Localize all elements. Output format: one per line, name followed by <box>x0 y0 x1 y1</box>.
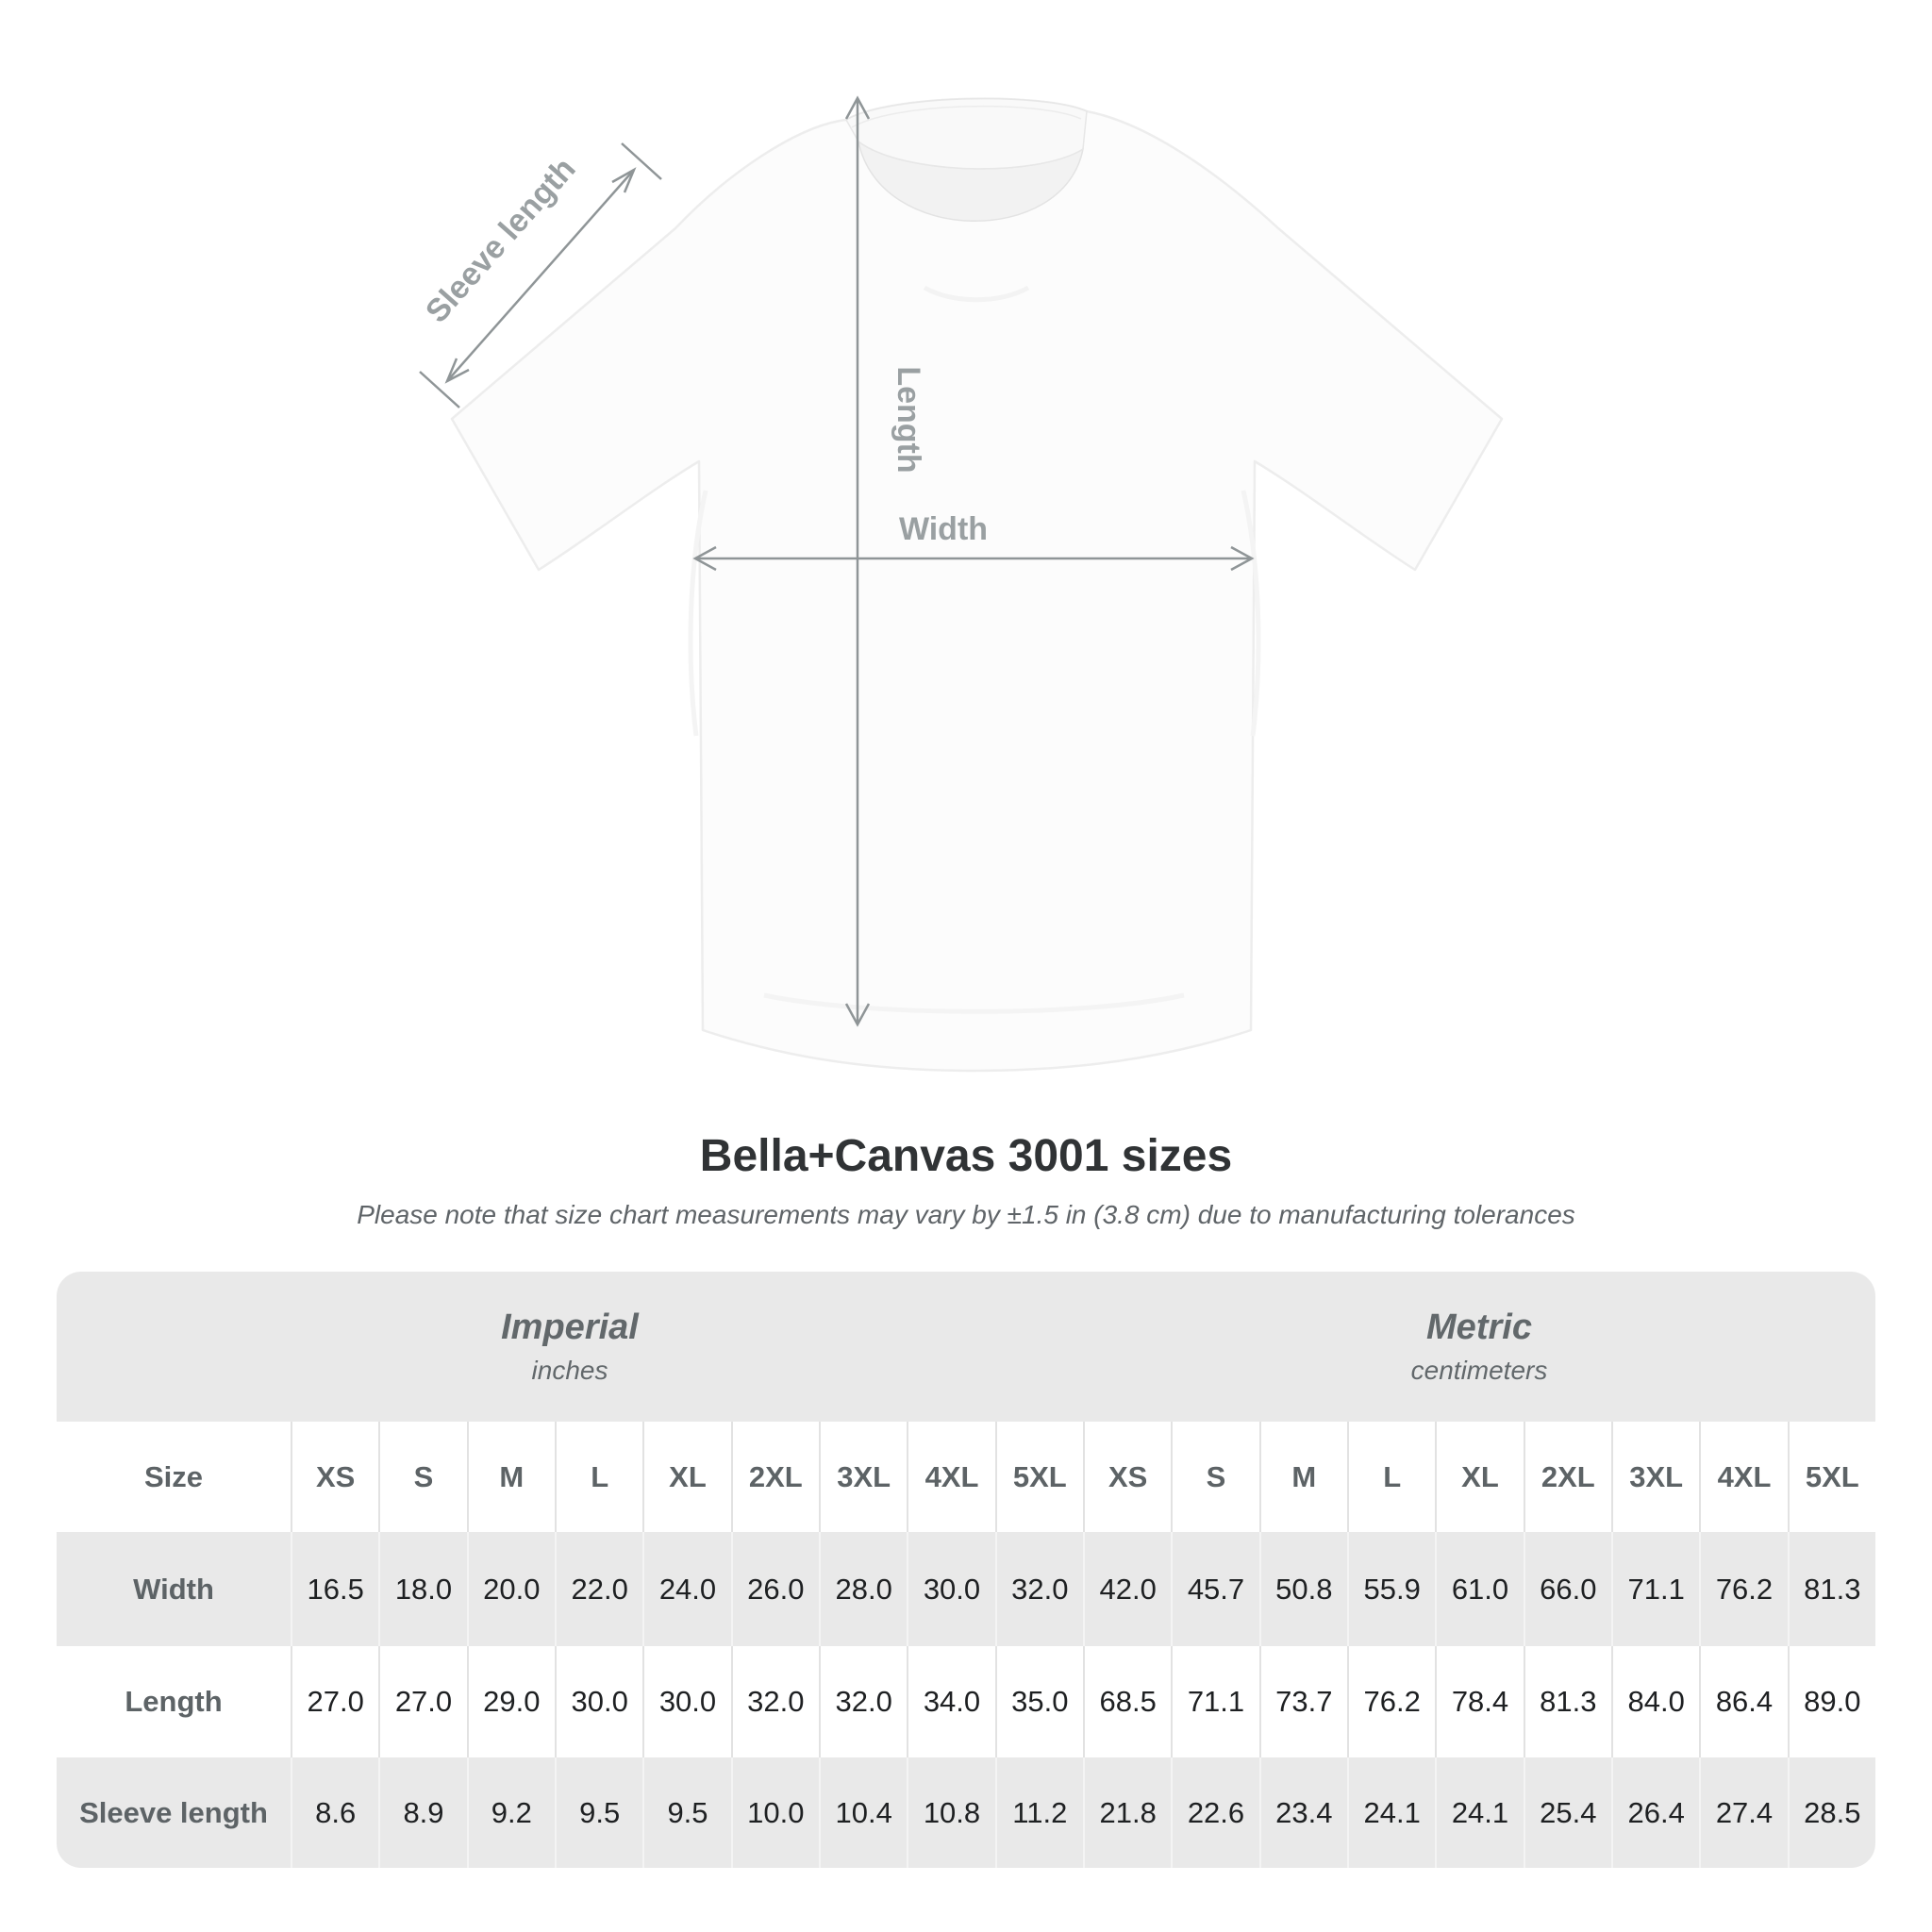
width-label: Width <box>898 511 989 547</box>
value-cell-metric: 45.7 <box>1171 1532 1258 1646</box>
value-cell-imperial: 27.0 <box>378 1646 466 1757</box>
value-cell-imperial: 32.0 <box>819 1646 907 1757</box>
value-cell-metric: 66.0 <box>1524 1532 1611 1646</box>
value-cell-metric: 86.4 <box>1699 1646 1787 1757</box>
size-column-header-metric: 4XL <box>1699 1422 1787 1532</box>
value-cell-imperial: 29.0 <box>467 1646 555 1757</box>
tshirt-illustration <box>452 99 1502 1071</box>
size-table-grid <box>57 1422 1875 1868</box>
size-column-header-imperial: S <box>378 1422 466 1532</box>
size-column-header-imperial: 2XL <box>731 1422 819 1532</box>
value-cell-imperial: 30.0 <box>907 1532 994 1646</box>
size-column-header-imperial: M <box>467 1422 555 1532</box>
value-cell-metric: 78.4 <box>1435 1646 1523 1757</box>
value-cell-metric: 21.8 <box>1083 1757 1171 1868</box>
size-column-header-metric: L <box>1347 1422 1435 1532</box>
size-column-header-imperial: XL <box>642 1422 730 1532</box>
size-column-header-imperial: L <box>555 1422 642 1532</box>
value-cell-imperial: 32.0 <box>731 1646 819 1757</box>
value-cell-metric: 71.1 <box>1171 1646 1258 1757</box>
table-row-length <box>57 1646 1875 1757</box>
size-table-card <box>57 1272 1875 1868</box>
value-cell-metric: 23.4 <box>1259 1757 1347 1868</box>
value-cell-imperial: 26.0 <box>731 1532 819 1646</box>
value-cell-metric: 55.9 <box>1347 1532 1435 1646</box>
value-cell-metric: 89.0 <box>1788 1646 1875 1757</box>
value-cell-imperial: 35.0 <box>995 1646 1083 1757</box>
table-corner-label: Size <box>143 1459 204 1493</box>
tolerance-note: Please note that size chart measurements may vary by ±1.5 in (3.8 cm) due to manufacturing tolerances <box>357 1200 1575 1229</box>
value-cell-metric: 76.2 <box>1347 1646 1435 1757</box>
value-cell-imperial: 22.0 <box>555 1532 642 1646</box>
size-column-header-imperial: 3XL <box>819 1422 907 1532</box>
value-cell-imperial: 10.4 <box>819 1757 907 1868</box>
value-cell-imperial: 8.9 <box>378 1757 466 1868</box>
value-cell-imperial: 8.6 <box>291 1757 378 1868</box>
imperial-header <box>57 1272 1083 1422</box>
value-cell-imperial: 9.5 <box>555 1757 642 1868</box>
unit-header-row <box>57 1272 1875 1422</box>
metric-header <box>1083 1272 1875 1422</box>
value-cell-metric: 71.1 <box>1611 1532 1699 1646</box>
size-column-header-metric: 3XL <box>1611 1422 1699 1532</box>
value-cell-metric: 42.0 <box>1083 1532 1171 1646</box>
value-cell-metric: 61.0 <box>1435 1532 1523 1646</box>
size-column-header-metric: M <box>1259 1422 1347 1532</box>
value-cell-metric: 73.7 <box>1259 1646 1347 1757</box>
metric-name: Metric <box>1426 1307 1532 1347</box>
value-cell-imperial: 10.0 <box>731 1757 819 1868</box>
value-cell-metric: 26.4 <box>1611 1757 1699 1868</box>
value-cell-imperial: 30.0 <box>555 1646 642 1757</box>
imperial-name: Imperial <box>501 1307 639 1347</box>
value-cell-metric: 81.3 <box>1524 1646 1611 1757</box>
value-cell-imperial: 9.5 <box>642 1757 730 1868</box>
page-title: Bella+Canvas 3001 sizes <box>699 1131 1233 1181</box>
value-cell-imperial: 16.5 <box>291 1532 378 1646</box>
row-label: Width <box>133 1572 214 1606</box>
size-column-header-imperial: XS <box>291 1422 378 1532</box>
size-column-header-metric: 5XL <box>1788 1422 1875 1532</box>
table-row-width <box>57 1532 1875 1646</box>
metric-unit: centimeters <box>1410 1356 1548 1385</box>
value-cell-metric: 24.1 <box>1435 1757 1523 1868</box>
value-cell-imperial: 32.0 <box>995 1532 1083 1646</box>
value-cell-metric: 68.5 <box>1083 1646 1171 1757</box>
size-column-header-metric: XL <box>1435 1422 1523 1532</box>
imperial-unit: inches <box>531 1356 608 1385</box>
sleeve-length-label: Sleeve length <box>418 151 583 330</box>
value-cell-imperial: 10.8 <box>907 1757 994 1868</box>
value-cell-imperial: 9.2 <box>467 1757 555 1868</box>
value-cell-metric: 22.6 <box>1171 1757 1258 1868</box>
value-cell-metric: 27.4 <box>1699 1757 1787 1868</box>
row-label: Sleeve length <box>79 1795 268 1829</box>
value-cell-metric: 28.5 <box>1788 1757 1875 1868</box>
length-label: Length <box>891 366 926 474</box>
value-cell-metric: 84.0 <box>1611 1646 1699 1757</box>
value-cell-metric: 81.3 <box>1788 1532 1875 1646</box>
value-cell-metric: 24.1 <box>1347 1757 1435 1868</box>
value-cell-metric: 25.4 <box>1524 1757 1611 1868</box>
value-cell-imperial: 28.0 <box>819 1532 907 1646</box>
size-column-header-metric: 2XL <box>1524 1422 1611 1532</box>
size-column-header-imperial: 4XL <box>907 1422 994 1532</box>
size-column-header-metric: XS <box>1083 1422 1171 1532</box>
table-row-sleeve-length <box>57 1757 1875 1868</box>
value-cell-imperial: 18.0 <box>378 1532 466 1646</box>
size-column-header-imperial: 5XL <box>995 1422 1083 1532</box>
value-cell-imperial: 11.2 <box>995 1757 1083 1868</box>
value-cell-imperial: 27.0 <box>291 1646 378 1757</box>
value-cell-metric: 50.8 <box>1259 1532 1347 1646</box>
value-cell-metric: 76.2 <box>1699 1532 1787 1646</box>
size-header-row <box>57 1422 1875 1532</box>
value-cell-imperial: 34.0 <box>907 1646 994 1757</box>
row-label: Length <box>125 1685 223 1718</box>
size-column-header-metric: S <box>1171 1422 1258 1532</box>
value-cell-imperial: 30.0 <box>642 1646 730 1757</box>
value-cell-imperial: 20.0 <box>467 1532 555 1646</box>
value-cell-imperial: 24.0 <box>642 1532 730 1646</box>
